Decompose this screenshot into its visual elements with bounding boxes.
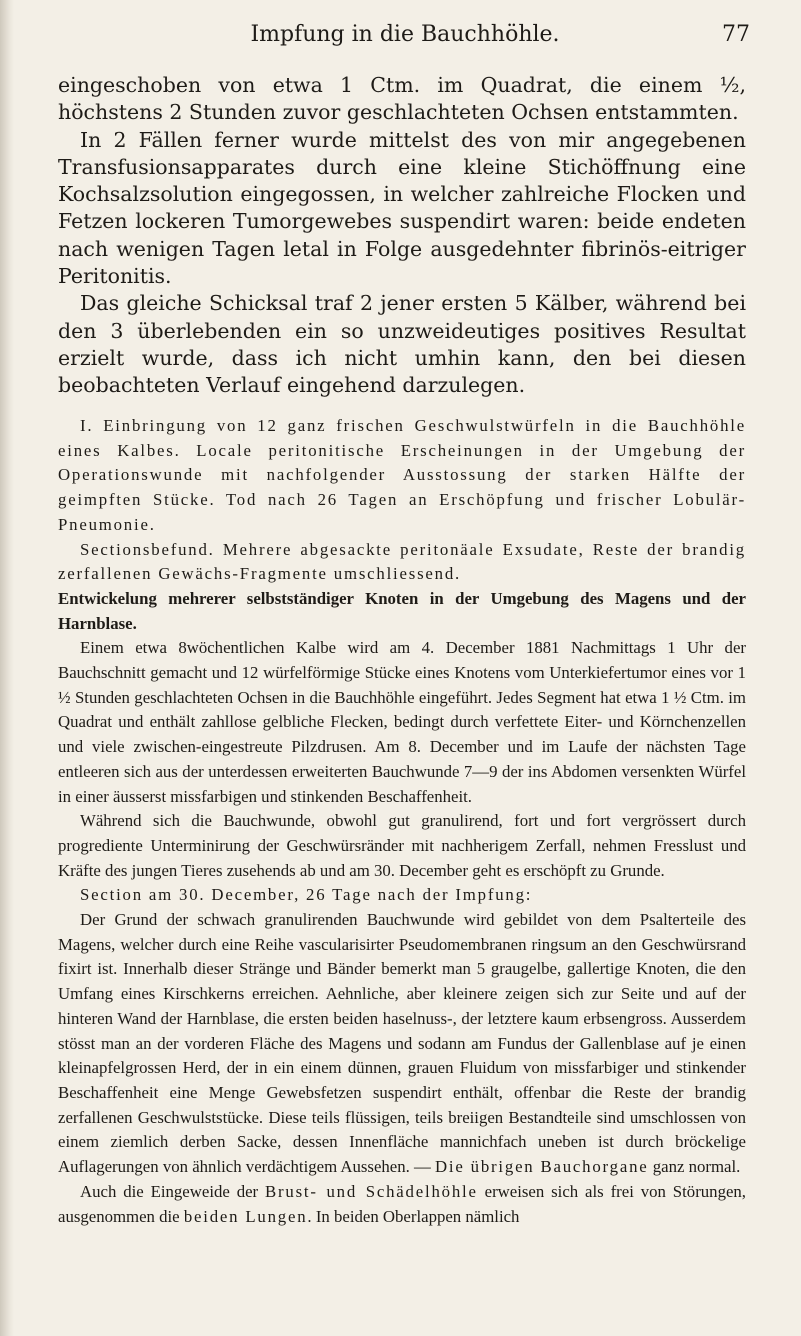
findings-text: Der Grund der schwach granulirenden Bauchwunde wird gebildet von dem Psalterteile des Magens, welcher durch eine Reihe vascularisirter Pseudomembranen ringsum an den Geschwürsrand fixirt ist. Innerhalb dieser Stränge und Bänder bemerkt man 5 graugelbe, gallertige Knoten, die den Umfang eines Kirschkerns erreichen. Aehnliche, aber kleinere zeigen sich zur Seite und auf der hinteren Wand der Harnblase, die ersten beiden haselnuss-, der letztere kaum erbsengross. Ausserdem stösst man an der vorderen Fläche des Magens und sodann am Fundus der Gallenblase auf je einen kleinapfelgrossen Herd, der in ein einem dünnen, grauen Fluidum von missfarbiger und stinkender Beschaffenheit eine Menge Gewebsfetzen suspendirt enthält, offenbar die Reste der brandig zerfallenen Geschwulststücke. Diese teils flüssigen, teils breiigen Bestandteile sind umschlossen von einem ziemlich derben Sacke, dessen Innenfläche mannichfach uneben ist durch bröckelige Auflagerungen von ähnlich verdächtigem Aussehen. —	[58, 910, 746, 1177]
running-title: Impfung in die Bauchhöhle.	[250, 22, 560, 47]
page-edge-shadow	[0, 0, 14, 1336]
page-number: 77	[722, 22, 750, 47]
last-label-2: beiden Lungen	[183, 1206, 308, 1226]
page-header	[60, 22, 750, 52]
case-report	[58, 414, 746, 1229]
section-findings-summary	[58, 538, 746, 587]
intro-paragraph-3: Das gleiche Schicksal traf 2 jener ersten 5 Kälber, während bei den 3 überlebenden ein so unzweideutiges positives Resultat erzielt wurde, dass ich nicht umhin kann, den bei diesen beobachteten Verlauf eingehend darzulegen.	[58, 291, 746, 398]
bold-subheading: Entwickelung mehrerer selbstständiger Knoten in der Umgebung des Magens und der Harnblase.	[58, 588, 746, 633]
intro-text	[58, 72, 746, 400]
findings-end-text: ganz normal.	[648, 1157, 741, 1177]
findings-paragraph	[58, 908, 746, 1180]
last-text-b: erweisen sich als frei von Störungen, ausgenommen die	[58, 1181, 746, 1226]
last-text-a: Auch die Eingeweide der	[80, 1181, 266, 1201]
case-heading: I. Einbringung von 12 ganz frischen Geschwulstwürfeln in die Bauchhöhle eines Kalbes. Locale peritonitische Erscheinungen in der Umgebung der Operationswunde mit nachfolgender Ausstossung der starken Hälfte der geimpften Stücke. Tod nach 26 Tagen an Erschöpfung und frischer Lobulär-Pneumonie.	[58, 416, 746, 534]
intro-paragraph-2: In 2 Fällen ferner wurde mittelst des von mir angegebenen Transfusionsapparates durch eine kleine Stichöffnung eine Kochsalzsolution eingegossen, in welcher zahlreiche Flocken und Fetzen lockeren Tumorgewebes suspendirt waren: beide endeten nach wenigen Tagen letal in Folge ausgedehnter fibrinös-eitriger Peritonitis.	[58, 127, 746, 289]
report-paragraph: Einem etwa 8wöchentlichen Kalbe wird am 4. December 1881 Nachmittags 1 Uhr der Bauchschnitt gemacht und 12 würfelförmige Stücke eines Knotens vom Unterkiefertumor eines vor 1 ½ Stunden geschlachteten Ochsen in die Bauchhöhle eingeführt. Jedes Segment hat etwa 1 ½ Ctm. im Quadrat und enthält zahllose gelbliche Flecken, bedingt durch verfettete Eiter- und Körnchenzellen und viele zwischen-eingestreute Pilzdrusen. Am 8. December und im Laufe der nächsten Tage entleeren sich aus der unterdessen erweiterten Bauchwunde 7—9 der ins Abdomen versenkten Würfel in einer äusserst missfarbigen und stinkenden Beschaffenheit.	[58, 638, 746, 806]
last-text-c: . In beiden Oberlappen nämlich	[307, 1206, 520, 1226]
intro-paragraph-1: eingeschoben von etwa 1 Ctm. im Quadrat, die einem ½, höchstens 2 Stunden zuvor geschlachteten Ochsen entstammten.	[58, 73, 746, 125]
last-label-1: Brust- und Schädelhöhle	[265, 1181, 478, 1201]
section-summary-text: Mehrere abgesackte peritonäale Exsudate, Reste der brandig zerfallenen Gewächs-Fragmente umschliessend.	[58, 539, 746, 584]
findings-end-label: Die übrigen Bauchorgane	[435, 1157, 649, 1177]
section-label: Sectionsbefund.	[80, 539, 215, 559]
section-date: Section am 30. December, 26 Tage nach der Impfung:	[80, 885, 533, 905]
course-paragraph: Während sich die Bauchwunde, obwohl gut granulirend, fort und fort vergrössert durch progrediente Unterminirung der Geschwürsränder mit nachherigem Zerfall, nehmen Fresslust und Kräfte des jungen Tieres zusehends ab und am 30. December geht es erschöpft zu Grunde.	[58, 811, 746, 880]
last-paragraph	[58, 1180, 746, 1229]
